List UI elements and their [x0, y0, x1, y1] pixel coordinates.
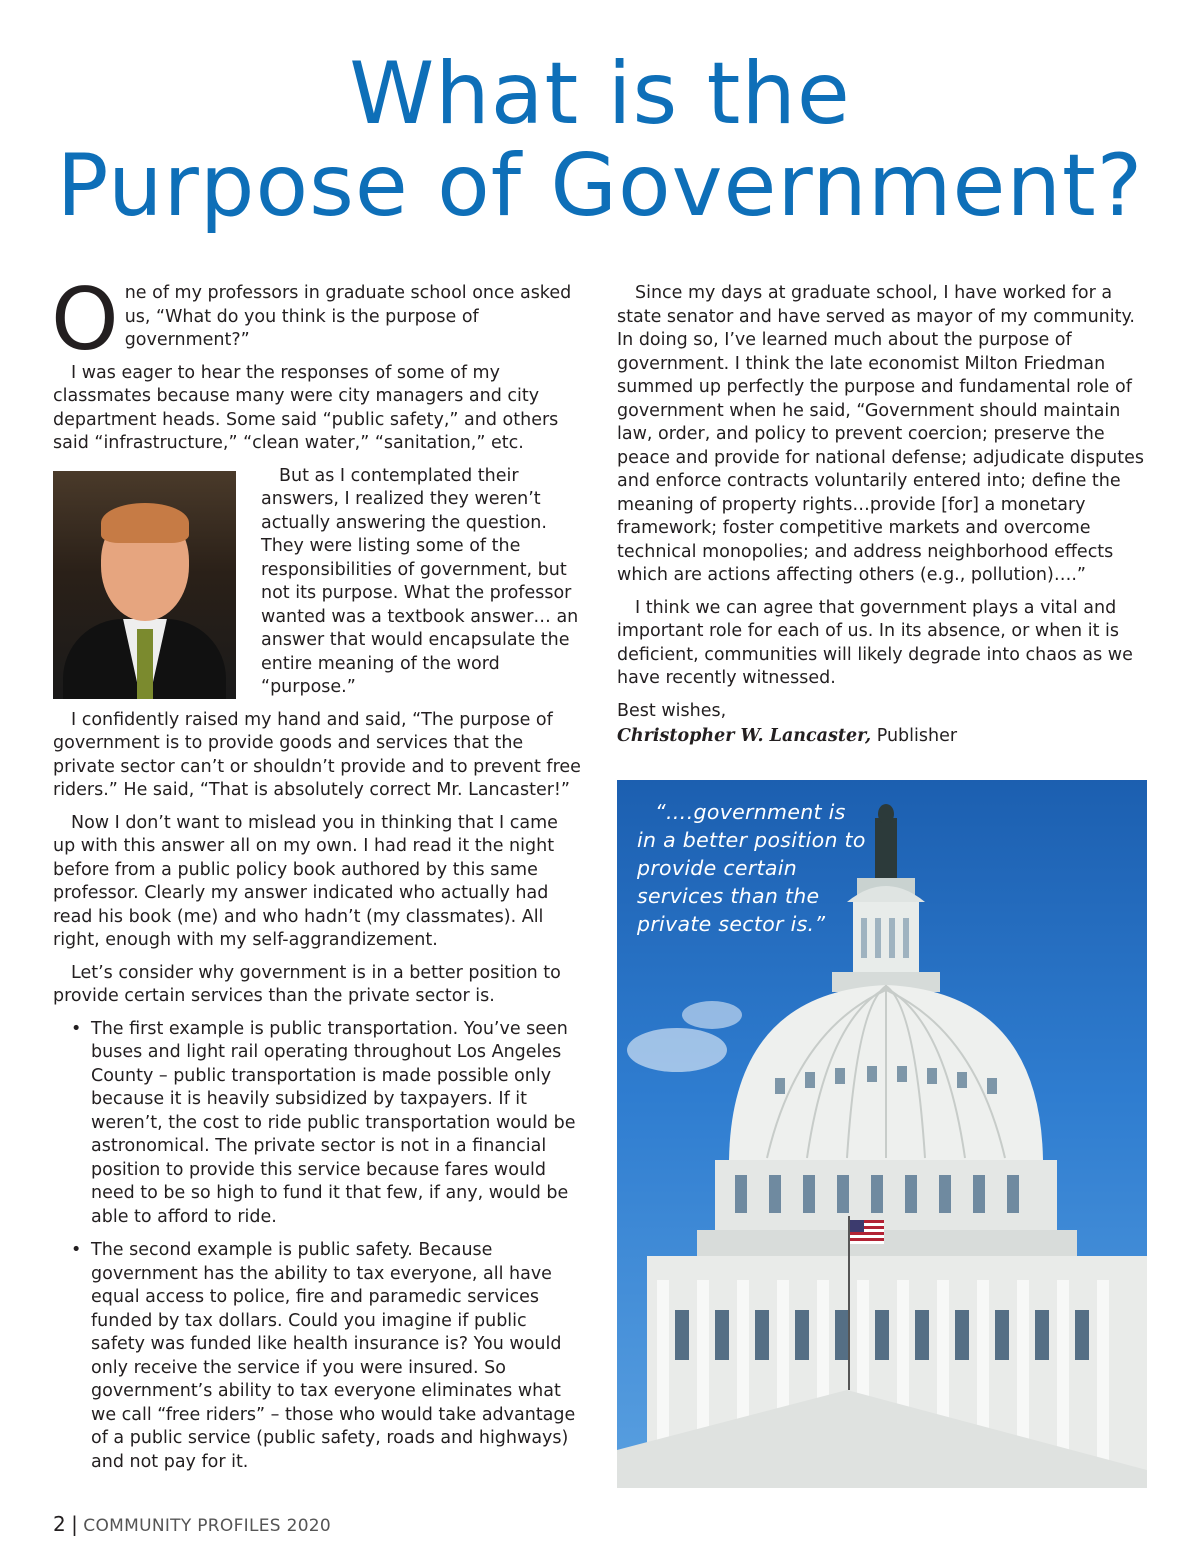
pull-quote: “….government is in a better position to provide certain services than the private sector is.”	[637, 800, 866, 936]
paragraph-2: I was eager to hear the responses of some of my classmates because many were city managers and city department heads. Some said “public safety,” and others said “infrastructure,” “clean water,” “sanitation,” etc.	[53, 362, 559, 453]
statue-head	[878, 804, 894, 824]
cloud	[682, 1001, 742, 1029]
right-paragraph-1: Since my days at graduate school, I have worked for a state senator and have served as mayor of my community. In doing so, I’ve learned much about the purpose of government. I think the late economist Milton Friedman summed up perfectly the purpose and fundamental role of government when he said, “Government should maintain law, order, and policy to prevent coercion; preserve the peace and provide for national defense; adjudicate disputes and enforce contracts voluntarily entered into; define the meaning of property rights…provide [for] a monetary framework; foster competitive markets and overcome technical monopolies; and address neighborhood effects which are actions affecting others (e.g., pollution)….”	[617, 283, 1144, 585]
title-line-2: Purpose of Government?	[56, 136, 1144, 236]
us-flag	[850, 1220, 884, 1244]
title-line-1: What is the	[349, 44, 851, 144]
paragraph-4: I confidently raised my hand and said, “The purpose of government is to provide goods and services that the private sector can’t or shouldn’t provide and to prevent free riders.” He said, “That is absolutely correct Mr. Lancaster!”	[53, 709, 581, 800]
examples-list	[53, 1018, 585, 1475]
paragraph-6: Let’s consider why government is in a better position to provide certain services than the private sector is.	[53, 962, 561, 1006]
capitol-image	[617, 780, 1147, 1488]
signature: Christopher W. Lancaster,	[617, 726, 872, 746]
signature-role: Publisher	[876, 726, 958, 746]
publication-name: COMMUNITY PROFILES 2020	[83, 1516, 332, 1536]
footer-separator: |	[71, 1512, 78, 1536]
paragraph-3: But as I contemplated their answers, I realized they weren’t actually answering the question. They were listing some of the responsibilities of government, but not its purpose. What the professor wanted was a textbook answer… an answer that would encapsulate the entire meaning of the word “purpose.”	[261, 465, 579, 697]
closing: Best wishes,	[617, 700, 727, 721]
photo-hair	[101, 503, 189, 543]
upper-drum	[715, 1160, 1057, 1230]
cloud	[627, 1028, 727, 1072]
left-column	[51, 270, 585, 1484]
page-title	[0, 44, 1200, 236]
list-item: • The second example is public safety. Because government has the ability to tax everyone, all have equal access to police, fire and paramedic services funded by tax dollars. Could you imagine if public safety was funded like health insurance is? You would only receive the service if you were insured. So government’s ability to tax everyone eliminates what we call “free riders” – those who would take advantage of a public service (public safety, roads and highways) and not pay for it.	[91, 1239, 585, 1474]
dropcap: O	[51, 270, 119, 370]
author-photo	[53, 471, 236, 699]
photo-tie	[137, 629, 153, 699]
page-number: 2	[53, 1512, 66, 1536]
intro-paragraph	[51, 270, 585, 370]
signature-line	[617, 725, 1147, 749]
balustrade	[697, 1230, 1077, 1256]
page-footer	[53, 1512, 331, 1536]
list-item: • The first example is public transportation. You’ve seen buses and light rail operating throughout Los Angeles County – public transportation is made possible only because it is heavily subsidized by taxpayers. If it weren’t, the cost to ride public transportation would be astronomical. The private sector is not in a financial position to provide this service because fares would need to be so high to fund it that few, if any, would be able to afford to ride.	[91, 1018, 585, 1230]
statue	[875, 818, 897, 878]
right-paragraph-2: I think we can agree that government plays a vital and important role for each of us. In its absence, or when it is deficient, communities will likely degrade into chaos as we have recently witnessed.	[617, 597, 1133, 688]
drum-windows	[735, 1175, 1019, 1213]
right-column	[617, 282, 1147, 758]
paragraph-5: Now I don’t want to mislead you in thinking that I came up with this answer all on my own. I had read it the night before from a public policy book authored by this same professor. Clearly my answer indicated who actually had read his book (me) and who hadn’t (my classmates). All right, enough with my self-aggrandizement.	[53, 812, 558, 950]
intro-text: ne of my professors in graduate school once asked us, “What do you think is the purpose of government?”	[124, 283, 572, 350]
